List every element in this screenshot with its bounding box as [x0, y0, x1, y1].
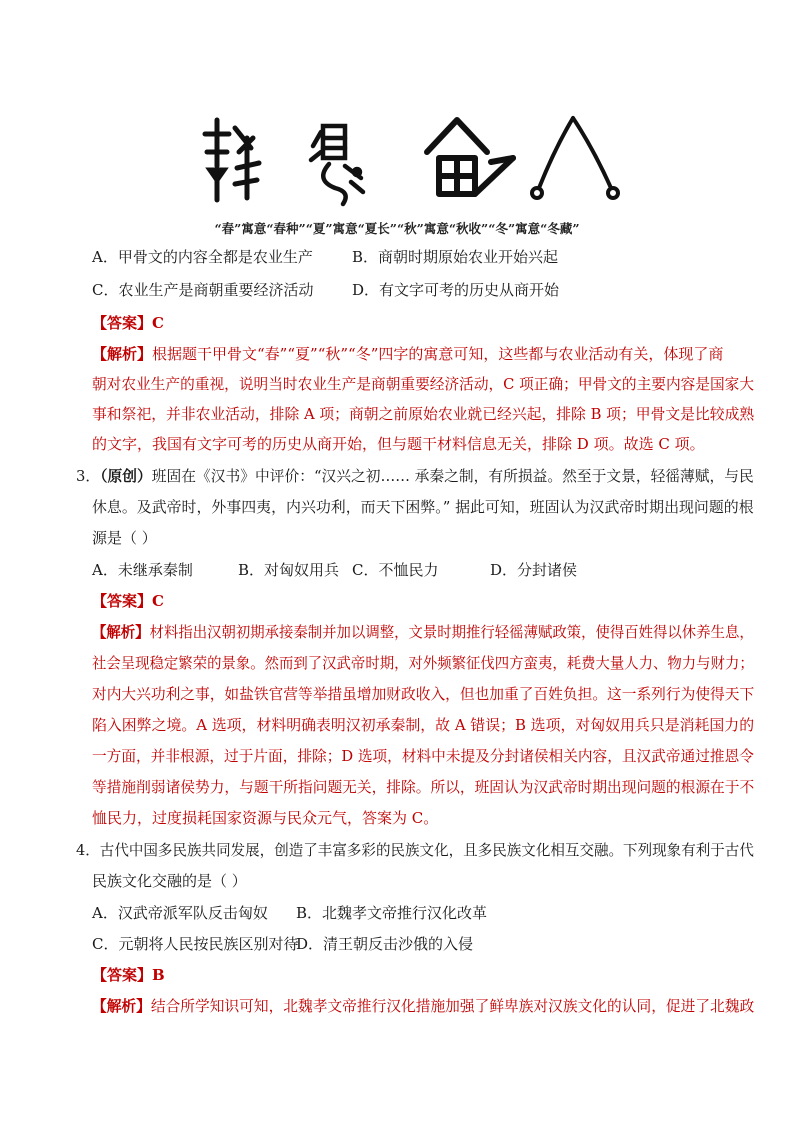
analysis-text: 结合所学知识可知，北魏孝文帝推行汉化措施加强了鲜卑族对汉族文化的认同，促进了北魏政 — [150, 997, 755, 1015]
q4-answer — [92, 965, 165, 985]
q3-option-d: D．分封诸侯 — [490, 561, 578, 579]
q2-option-d: D．有文字可考的历史从商开始 — [352, 281, 560, 299]
q3-analysis-line-1 — [92, 622, 754, 642]
q3-stem-line-3: 源是（ ） — [92, 529, 157, 547]
q3-option-c: C．不恤民力 — [352, 561, 439, 579]
q4-option-c: C．元朝将人民按民族区别对待 — [92, 935, 299, 953]
q3-option-a: A．未继承秦制 — [92, 561, 193, 579]
q4-option-b: B．北魏孝文帝推行汉化改革 — [296, 904, 488, 922]
answer-tag: 【答案】 — [92, 314, 153, 332]
q3-analysis-line-5: 一方面，并非根源，过于片面，排除；D 选项，材料中未提及分封诸侯相关内容，且汉武帝通过推恩令 — [92, 747, 754, 765]
q2-option-b: B．商朝时期原始农业开始兴起 — [352, 248, 559, 266]
answer-tag: 【答案】 — [92, 966, 153, 984]
oracle-bone-figure — [195, 108, 625, 208]
xia-glyph — [311, 126, 363, 204]
stem-text: 古代中国多民族共同发展，创造了丰富多彩的民族文化，且多民族文化相互交融。下列现象有利于古代 — [99, 841, 754, 859]
answer-value: B — [152, 966, 165, 984]
q2-option-a: A．甲骨文的内容全都是农业生产 — [92, 248, 313, 266]
q3-analysis-line-6: 等措施削弱诸侯势力，与题干所指问题无关，排除。所以，班固认为汉武帝时期出现问题的根源在于不 — [92, 778, 755, 796]
q4-analysis-line-1 — [92, 996, 754, 1016]
q4-stem-line-2: 民族文化交融的是（ ） — [92, 872, 247, 890]
q3-analysis-line-2: 社会呈现稳定繁荣的景象。然而到了汉武帝时期，对外频繁征伐四方蛮夷，耗费大量人力、物力与财力； — [92, 654, 754, 672]
analysis-tag: 【解析】 — [92, 623, 150, 641]
q2-analysis-line-2: 朝对农业生产的重视，说明当时农业生产是商朝重要经济活动，C 项正确；甲骨文的主要内容是国家大 — [92, 375, 755, 393]
answer-value: C — [152, 314, 164, 332]
q3-stem-line-2: 休息。及武帝时，外事四夷，内兴功利，而天下困弊。” 据此可知，班固认为汉武帝时期出现问题的根 — [92, 498, 754, 516]
analysis-text: 根据题干甲骨文“春”“夏”“秋”“冬”四字的寓意可知，这些都与农业活动有关，体现了商 — [152, 345, 724, 363]
figure-caption: “春”寓意“春种”“夏”寓意“夏长”“秋”寓意“秋收”“冬”寓意“冬藏” — [214, 221, 580, 236]
stem-text: 班固在《汉书》中评价：“汉兴之初…… 承秦之制，有所损益。然至于文景，轻徭薄赋，与民 — [151, 467, 754, 485]
q2-option-c: C．农业生产是商朝重要经济活动 — [92, 281, 314, 299]
dong-glyph — [532, 118, 618, 198]
q3-option-b: B．对匈奴用兵 — [238, 561, 340, 579]
question-number: 4． — [76, 841, 100, 859]
q2-answer — [92, 313, 164, 333]
qiu-glyph — [427, 120, 513, 194]
q2-analysis-line-4: 的文字，我国有文字可考的历史从商开始，但与题干材料信息无关，排除 D 项。故选 C 项。 — [92, 435, 705, 453]
q4-stem-line-1 — [76, 840, 754, 860]
q4-option-d: D．清王朝反击沙俄的入侵 — [296, 935, 474, 953]
answer-tag: 【答案】 — [92, 592, 153, 610]
q4-option-a: A．汉武帝派军队反击匈奴 — [92, 904, 268, 922]
q3-answer — [92, 591, 164, 611]
analysis-text: 材料指出汉朝初期承接秦制并加以调整，文景时期推行轻徭薄赋政策，使得百姓得以休养生息， — [149, 623, 754, 641]
q3-analysis-line-7: 恤民力，过度损耗国家资源与民众元气，答案为 C。 — [92, 809, 439, 827]
question-number: 3． — [76, 467, 101, 485]
q3-stem-line-1 — [76, 466, 754, 486]
q2-analysis-line-3: 事和祭祀，并非农业活动，排除 A 项；商朝之前原始农业就已经兴起，排除 B 项；甲骨文是比较成熟 — [92, 405, 755, 423]
question-tag: （原创） — [100, 467, 152, 485]
q2-analysis-line-1 — [92, 344, 723, 364]
answer-value: C — [152, 592, 164, 610]
q3-analysis-line-4: 陷入困弊之境。A 选项，材料明确表明汉初承秦制，故 A 错误；B 选项，对匈奴用兵只是消耗国力的 — [92, 716, 755, 734]
q3-analysis-line-3: 对内大兴功利之事，如盐铁官营等举措虽增加财政收入，但也加重了百姓负担。这一系列行为使得天下 — [92, 685, 755, 703]
analysis-tag: 【解析】 — [92, 345, 153, 363]
analysis-tag: 【解析】 — [92, 997, 151, 1015]
chun-glyph — [205, 120, 259, 200]
